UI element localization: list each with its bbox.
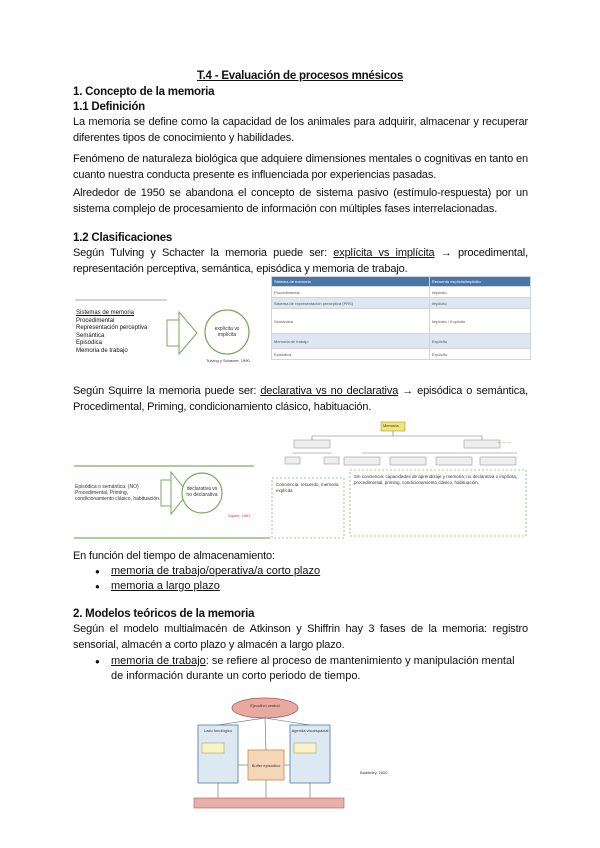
- page-title: T.4 - Evaluación de procesos mnésicos: [196, 70, 404, 82]
- paragraph-tulving: Según Tulving y Schacter la memoria puede ser: explícita vs implícita → procedimental, representación perceptiva, semántica, episódica y memoria de trabajo.: [73, 247, 528, 275]
- declarative-link: declarativa vs no declarativa: [260, 385, 399, 397]
- list-item: ● memoria a largo plazo: [95, 579, 320, 594]
- section-1-heading: 1. Concepto de la memoria: [73, 86, 215, 98]
- baddeley-caption: Baddeley, 2000: [360, 770, 388, 775]
- paragraph-atkinson: Según el modelo multialmacén de Atkinson y Shiffrin hay 3 fases de la memoria: registro sensorial, almacén a corto plazo y almacén a largo plazo.: [73, 623, 528, 651]
- figure-baddeley-diagram: [190, 695, 350, 810]
- working-memory-list: [95, 654, 527, 684]
- squire-left-text: Episódica o semántica. (NO) Procedimental, Priming, condicionamiento clásico, habituación.: [75, 484, 161, 502]
- paragraph-phenomenon: Fenómeno de naturaleza biológica que adquiere dimensiones mentales o cognitivas en tanto en cuanto nuestra conducta presente es influenciada por experiencias pasadas.: [73, 153, 528, 181]
- paragraph-squire: Según Squirre la memoria puede ser: declarativa vs no declarativa → episódica o semántica, Procedimental, Priming, condicionamiento clásico, habituación.: [73, 385, 528, 413]
- paragraph-history: Alrededor de 1950 se abandona el concepto de sistema pasivo (estímulo-respuesta) por un sistema complejo de procesamiento de información con múltiples fases interrelacionadas.: [73, 187, 528, 215]
- central-executive-label: Ejecutivo central: [250, 703, 280, 708]
- paragraph-definition: La memoria se define como la capacidad de los animales para adquirir, almacenar y recuperar diferentes tipos de conocimiento y habilidades.: [73, 116, 528, 144]
- memory-systems-table: Sistema de memoria Recuerdo explícito/implícito Procedimental Implícito Sistema de representación perceptiva (PRS) Implícito Semántica Implícito / Explícito Memoria de trabajo Explícito Episódica Explícito: [271, 276, 531, 360]
- phonological-loop-label: Lazo fonológico: [203, 728, 233, 733]
- implicit-note: Sin conciencia: capacidades de aprendizaje y memoria; no declarativa o implícita; procedimental, priming, condicionamiento clásico, habituación.: [354, 474, 518, 485]
- episodic-buffer-label: Buffer episódico: [251, 763, 281, 768]
- declarative-circle-label: declarativa vs no declarativa: [186, 486, 218, 498]
- memory-tree-root: Memoria: [383, 423, 399, 428]
- tulving-caption: Tulving y Schacter, 1990: [206, 358, 250, 363]
- storage-time-list: [95, 564, 320, 594]
- list-item: ● memoria de trabajo/operativa/a corto plazo: [95, 564, 320, 579]
- section-1-1-heading: 1.1 Definición: [73, 101, 145, 113]
- squire-caption: Squire, 1987: [228, 513, 251, 518]
- svg-text:— — —: — — —: [497, 439, 512, 444]
- memory-systems-list: Sistemas de memoria Procedimental Representación perceptiva Semántica Episódica Memoria de trabajo: [76, 310, 148, 354]
- list-item: ● memoria de trabajo: se refiere al proceso de mantenimiento y manipulación mental de información durante un corto periodo de tiempo.: [95, 654, 527, 684]
- visuospatial-sketchpad-label: Agenda visoespacial: [291, 728, 329, 733]
- section-2-heading: 2. Modelos teóricos de la memoria: [73, 608, 255, 620]
- section-1-2-heading: 1.2 Clasificaciones: [73, 232, 173, 244]
- explicit-implicit-link: explícita vs implícita: [333, 247, 435, 259]
- paragraph-storage-time: En función del tiempo de almacenamiento:: [73, 550, 275, 562]
- explicit-note: Conciencia: recuerdo, memoria explícita: [276, 482, 339, 493]
- explicit-implicit-circle-label: explícita vs implícita: [214, 326, 240, 338]
